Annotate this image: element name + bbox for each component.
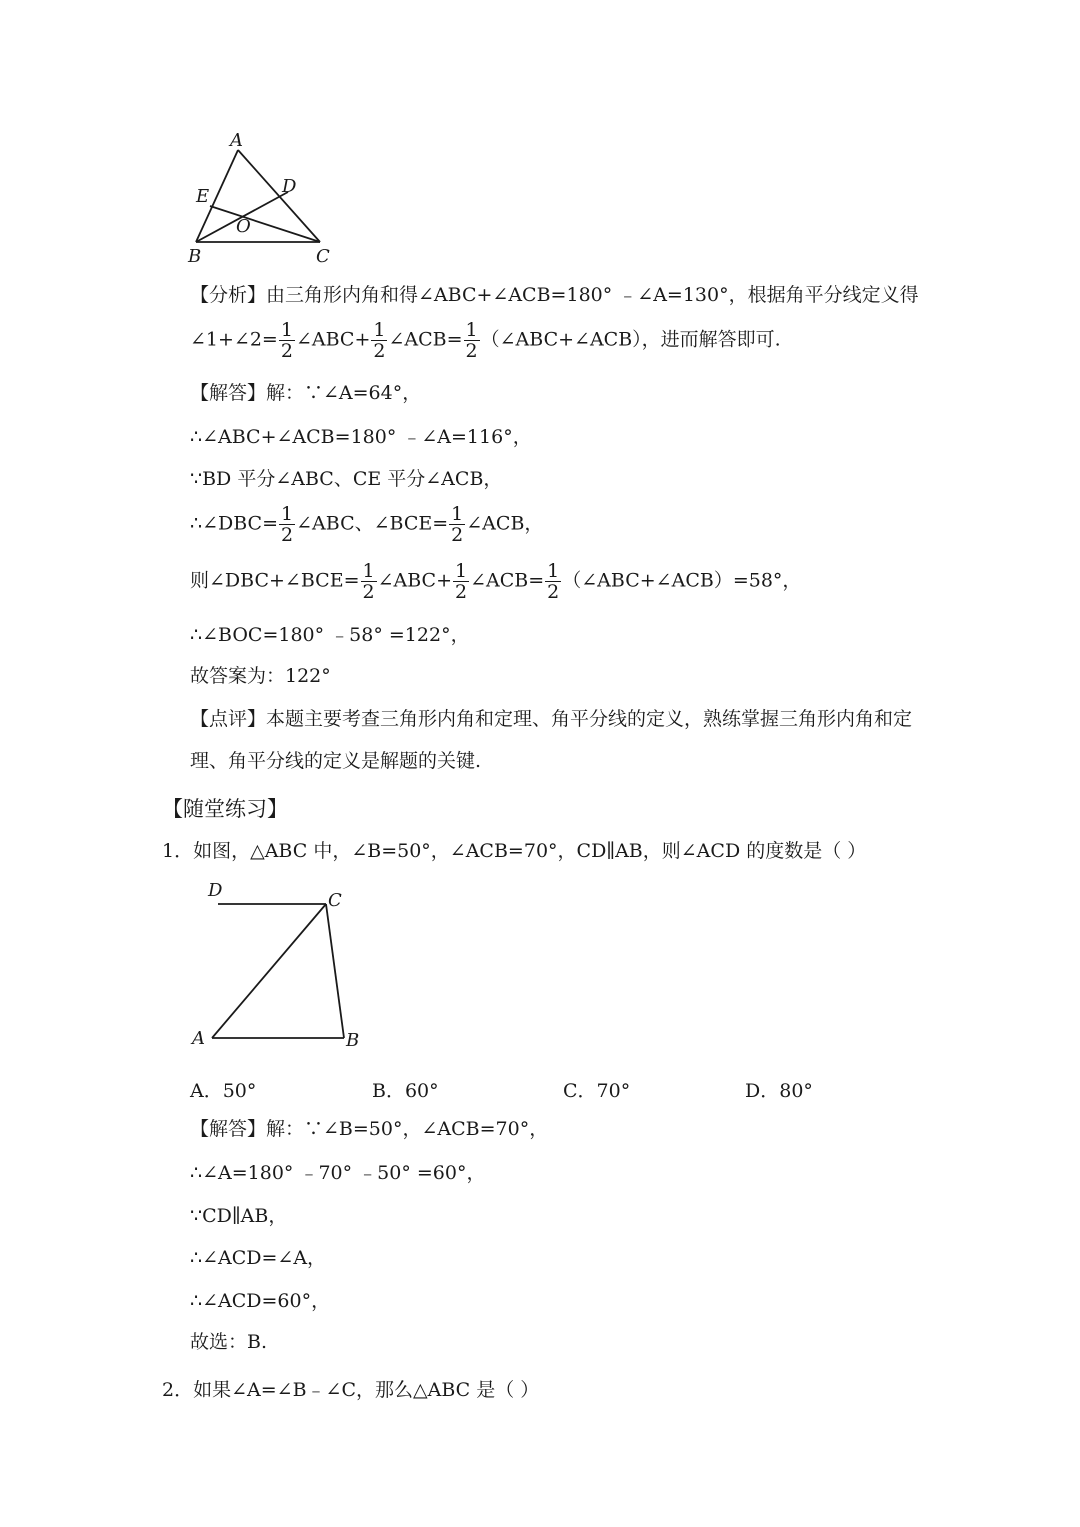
fraction-denominator: 2: [362, 581, 375, 603]
analysis-line-2: [190, 320, 781, 361]
question-1-text: 1．如图，△ABC 中，∠B=50°，∠ACB=70°，CD∥AB，则∠ACD 的度数是（ ）: [162, 840, 867, 862]
label-O: O: [236, 216, 251, 237]
fraction-numerator: 1: [455, 560, 468, 582]
solution-line-1: 【解答】解：∵∠A=64°，: [190, 382, 422, 404]
label-C: C: [316, 246, 330, 267]
fraction-numerator: 1: [465, 319, 478, 341]
fraction-half: [453, 561, 469, 602]
fraction-denominator: 2: [465, 340, 478, 362]
fraction-half: [449, 504, 465, 545]
q1-solution-line-4: ∴∠ACD=∠A，: [190, 1247, 327, 1269]
label-A: A: [192, 1028, 205, 1049]
solution-line-3: ∵BD 平分∠ABC、CE 平分∠ACB，: [190, 468, 503, 490]
q1-solution-line-2: ∴∠A=180° ﹣70° ﹣50° =60°，: [190, 1162, 486, 1184]
q1-solution-line-1: 【解答】解：∵∠B=50°，∠ACB=70°，: [190, 1118, 549, 1140]
label-A: A: [230, 130, 243, 151]
solution-line-2: ∴∠ABC+∠ACB=180° ﹣∠A=116°，: [190, 426, 532, 448]
option-a[interactable]: A．50°: [190, 1080, 257, 1102]
q1-solution-line-6: 故选：B.: [190, 1331, 268, 1353]
solution-line-5-a: 则∠DBC+∠BCE=: [190, 569, 360, 592]
analysis-line-1: 【分析】由三角形内角和得∠ABC+∠ACB=180° ﹣∠A=130°，根据角平分线定义得: [190, 284, 919, 306]
solution-line-4-c: ∠ACB，: [466, 512, 544, 535]
fraction-half: [371, 320, 387, 361]
label-B: B: [346, 1030, 360, 1051]
question-2-text: 2．如果∠A=∠B﹣∠C，那么△ABC 是（ ）: [162, 1379, 540, 1401]
solution-line-5-c: ∠ACB=: [470, 569, 545, 592]
fraction-half: [545, 561, 561, 602]
label-C: C: [328, 890, 342, 911]
solution-line-5-d: （∠ABC+∠ACB）=58°，: [562, 569, 802, 592]
practice-heading: 【随堂练习】: [162, 797, 288, 821]
solution-line-4: [190, 504, 543, 545]
solution-line-4-b: ∠ABC、∠BCE=: [296, 512, 449, 535]
solution-line-7: 故答案为：122°: [190, 665, 331, 687]
option-b[interactable]: B．60°: [372, 1080, 439, 1102]
fraction-numerator: 1: [281, 503, 294, 525]
analysis-line-2-acb: ∠ACB=: [388, 328, 463, 351]
label-E: E: [196, 186, 210, 207]
fraction-denominator: 2: [281, 524, 294, 546]
q1-solution-line-5: ∴∠ACD=60°，: [190, 1290, 331, 1312]
fraction-denominator: 2: [451, 524, 464, 546]
solution-line-6: ∴∠BOC=180° ﹣58° =122°，: [190, 624, 470, 646]
option-c[interactable]: C．70°: [563, 1080, 631, 1102]
fraction-denominator: 2: [373, 340, 386, 362]
analysis-line-2-suffix: （∠ABC+∠ACB），进而解答即可.: [480, 328, 781, 351]
label-D: D: [282, 176, 297, 197]
solution-line-5-b: ∠ABC+: [377, 569, 453, 592]
comment-line-1: 【点评】本题主要考查三角形内角和定理、角平分线的定义，熟练掌握三角形内角和定: [190, 708, 913, 730]
triangle-figure-1: [0, 0, 1080, 300]
label-B: B: [188, 246, 202, 267]
q1-solution-line-3: ∵CD∥AB，: [190, 1205, 288, 1227]
fraction-half: [279, 320, 295, 361]
option-d[interactable]: D．80°: [745, 1080, 813, 1102]
fraction-numerator: 1: [362, 560, 375, 582]
solution-line-4-a: ∴∠DBC=: [190, 512, 279, 535]
fraction-numerator: 1: [451, 503, 464, 525]
fraction-numerator: 1: [280, 319, 293, 341]
fraction-numerator: 1: [373, 319, 386, 341]
label-D: D: [208, 880, 223, 901]
comment-line-2: 理、角平分线的定义是解题的关键.: [190, 750, 482, 772]
fraction-half: [361, 561, 377, 602]
fraction-denominator: 2: [547, 581, 560, 603]
analysis-line-2-prefix: ∠1+∠2=: [190, 328, 278, 351]
fraction-half: [464, 320, 480, 361]
triangle-figure-2: [0, 870, 1080, 1060]
fraction-half: [279, 504, 295, 545]
solution-line-5: [190, 561, 801, 602]
fraction-denominator: 2: [280, 340, 293, 362]
fraction-denominator: 2: [455, 581, 468, 603]
fraction-numerator: 1: [547, 560, 560, 582]
analysis-line-2-abc: ∠ABC+: [295, 328, 371, 351]
